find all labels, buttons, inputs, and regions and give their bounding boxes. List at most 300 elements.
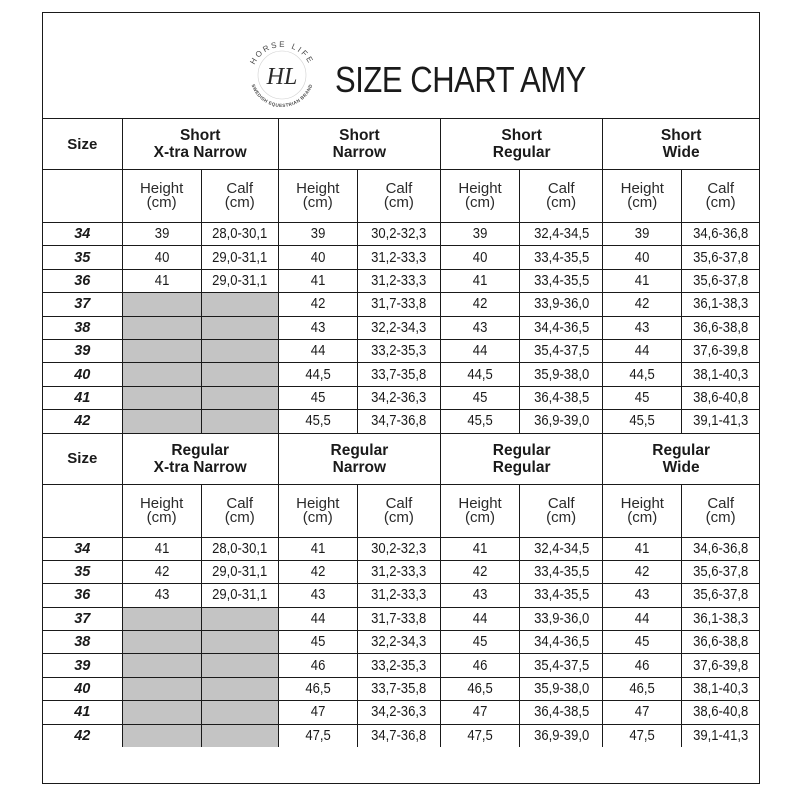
cell-text: 37,6-39,8: [693, 657, 749, 674]
height-value: [278, 537, 357, 560]
unit-label: (cm): [224, 508, 255, 526]
cell-text: 33,2-35,3: [371, 657, 427, 674]
cell-text: 45,5: [305, 413, 331, 430]
height-value: [122, 223, 201, 246]
cell-text: 43: [635, 319, 650, 336]
table-row: [43, 724, 759, 747]
cell-text: 43: [472, 319, 488, 336]
cell-text: 28,0-30,1: [212, 540, 268, 557]
calf-value: [357, 316, 440, 339]
cell-text: 37,6-39,8: [693, 343, 749, 360]
cell-text: 34,6-36,8: [693, 226, 749, 243]
height-value: [603, 701, 682, 724]
height-value: [441, 246, 520, 269]
unavailable-cell: [201, 339, 278, 362]
height-label: Height: [620, 180, 664, 197]
fit-group-line1: Regular: [652, 441, 710, 459]
cell-text: 47: [472, 704, 488, 721]
cell-text: 43: [310, 319, 326, 336]
cell-text: 44: [635, 343, 650, 360]
calf-label: Calf: [226, 494, 254, 512]
svg-text:HORSE LIFE: [248, 40, 316, 66]
height-value: [278, 654, 357, 677]
cell-text: 33,4-35,5: [533, 564, 589, 581]
fit-group-header: [278, 434, 440, 485]
cell-text: 42: [310, 564, 326, 581]
height-value: [122, 537, 201, 560]
cell-text: 42: [154, 564, 169, 581]
height-value: [603, 363, 682, 386]
height-value: [441, 223, 520, 246]
height-value: [603, 339, 682, 362]
cell-text: 42: [310, 296, 326, 313]
height-value: [603, 316, 682, 339]
calf-value: [201, 269, 278, 292]
height-column-header: [441, 484, 520, 537]
cell-text: 41: [310, 540, 326, 557]
cell-text: 33,4-35,5: [533, 587, 589, 604]
cell-text: 30,2-32,3: [371, 540, 427, 557]
unavailable-cell: [122, 631, 201, 654]
size-value: 36: [43, 584, 122, 607]
unit-label: (cm): [705, 508, 736, 526]
height-value: [441, 654, 520, 677]
size-value: 42: [43, 724, 122, 747]
height-value: [603, 584, 682, 607]
size-table-regular: [43, 434, 759, 748]
unavailable-cell: [122, 607, 201, 630]
cell-text: 43: [472, 587, 488, 604]
height-value: [278, 584, 357, 607]
size-value: 35: [43, 246, 122, 269]
logo-monogram: HL: [266, 64, 298, 90]
size-table-short: [43, 119, 759, 434]
height-column-header: [441, 170, 520, 223]
cell-text: 34,2-36,3: [371, 389, 427, 406]
cell-text: 44,5: [305, 366, 331, 383]
group-header-row: [43, 434, 759, 485]
size-value: 42: [43, 410, 122, 433]
cell-text: 41: [472, 540, 488, 557]
calf-value: [357, 339, 440, 362]
cell-text: 44,5: [629, 366, 655, 383]
table-row: [43, 246, 759, 269]
calf-value: [682, 654, 759, 677]
calf-value: [357, 537, 440, 560]
cell-text: 40: [154, 249, 169, 266]
calf-value: [682, 584, 759, 607]
calf-value: [520, 631, 603, 654]
calf-value: [357, 584, 440, 607]
cell-text: 45: [310, 634, 326, 651]
size-value: 40: [43, 677, 122, 700]
calf-value: [520, 293, 603, 316]
calf-label: Calf: [226, 180, 254, 197]
cell-text: 33,4-35,5: [533, 249, 589, 266]
height-value: [441, 607, 520, 630]
unit-label: (cm): [705, 194, 736, 211]
cell-text: 36,6-38,8: [693, 319, 749, 336]
calf-label: Calf: [707, 494, 735, 512]
height-label: Height: [296, 180, 340, 197]
logo-ring-bottom: SWEDISH EQUESTRIAN BRAND: [250, 83, 314, 109]
unavailable-cell: [201, 607, 278, 630]
fit-group-header: [441, 434, 603, 485]
calf-value: [520, 724, 603, 747]
cell-text: 41: [154, 540, 169, 557]
calf-value: [357, 560, 440, 583]
unavailable-cell: [201, 363, 278, 386]
height-column-header: [603, 170, 682, 223]
calf-value: [357, 677, 440, 700]
table-row: [43, 223, 759, 246]
calf-value: [357, 293, 440, 316]
cell-text: 31,7-33,8: [371, 610, 427, 627]
unavailable-cell: [122, 316, 201, 339]
height-column-header: [278, 170, 357, 223]
height-value: [278, 724, 357, 747]
height-column-header: [122, 170, 201, 223]
calf-value: [682, 223, 759, 246]
calf-value: [520, 654, 603, 677]
calf-value: [357, 363, 440, 386]
unit-label: (cm): [302, 194, 333, 211]
fit-group-line1: Regular: [171, 441, 230, 459]
height-value: [441, 386, 520, 409]
cell-text: 35,6-37,8: [693, 564, 749, 581]
calf-column-header: [201, 170, 278, 223]
calf-value: [682, 339, 759, 362]
size-chart: [42, 12, 760, 784]
cell-text: 34,6-36,8: [693, 540, 749, 557]
cell-text: 43: [154, 587, 169, 604]
height-value: [603, 269, 682, 292]
calf-value: [520, 701, 603, 724]
calf-value: [520, 607, 603, 630]
cell-text: 46: [635, 657, 650, 674]
cell-text: 45: [472, 389, 488, 406]
calf-value: [357, 410, 440, 433]
fit-group-line1: Regular: [330, 441, 389, 459]
calf-value: [357, 607, 440, 630]
height-column-header: [603, 484, 682, 537]
height-value: [603, 654, 682, 677]
size-value: 39: [43, 654, 122, 677]
table-row: [43, 339, 759, 362]
calf-value: [682, 363, 759, 386]
calf-column-header: [201, 484, 278, 537]
cell-text: 47,5: [305, 727, 331, 744]
unavailable-cell: [122, 724, 201, 747]
height-value: [603, 724, 682, 747]
height-value: [278, 246, 357, 269]
calf-column-header: [682, 484, 759, 537]
table-row: [43, 584, 759, 607]
cell-text: 33,9-36,0: [533, 296, 589, 313]
cell-text: 45: [310, 389, 326, 406]
height-value: [278, 631, 357, 654]
empty-cell: [43, 170, 122, 223]
height-value: [278, 316, 357, 339]
cell-text: 29,0-31,1: [212, 564, 268, 581]
cell-text: 42: [635, 296, 650, 313]
calf-column-header: [520, 484, 603, 537]
cell-text: 35,9-38,0: [533, 681, 589, 698]
calf-value: [357, 386, 440, 409]
calf-value: [357, 223, 440, 246]
cell-text: 31,2-33,3: [371, 249, 427, 266]
height-value: [441, 316, 520, 339]
cell-text: 39,1-41,3: [693, 413, 749, 430]
calf-value: [520, 560, 603, 583]
fit-group-line2: Wide: [662, 458, 700, 476]
cell-text: 31,2-33,3: [371, 272, 427, 289]
height-value: [122, 560, 201, 583]
table-row: [43, 607, 759, 630]
cell-text: 44: [635, 610, 650, 627]
size-value: 38: [43, 631, 122, 654]
cell-text: 46,5: [467, 681, 493, 698]
height-value: [278, 363, 357, 386]
cell-text: 47: [310, 704, 326, 721]
table-row: [43, 654, 759, 677]
calf-value: [201, 560, 278, 583]
calf-value: [201, 584, 278, 607]
cell-text: 44,5: [467, 366, 493, 383]
cell-text: 40: [635, 249, 650, 266]
calf-value: [682, 607, 759, 630]
height-value: [278, 223, 357, 246]
brand-logo: [239, 31, 325, 117]
cell-text: 42: [635, 564, 650, 581]
fit-group-header: [441, 119, 603, 170]
cell-text: 44: [472, 610, 488, 627]
height-label: Height: [458, 494, 502, 512]
cell-text: 31,2-33,3: [371, 587, 427, 604]
unavailable-cell: [122, 386, 201, 409]
size-value: 35: [43, 560, 122, 583]
cell-text: 31,7-33,8: [371, 296, 427, 313]
calf-value: [520, 363, 603, 386]
calf-column-header: [682, 170, 759, 223]
unit-label: (cm): [546, 194, 577, 211]
calf-value: [357, 724, 440, 747]
cell-text: 42: [472, 296, 488, 313]
height-value: [441, 677, 520, 700]
cell-text: 33,9-36,0: [533, 610, 589, 627]
fit-group-header: [122, 434, 278, 485]
calf-value: [520, 269, 603, 292]
calf-value: [520, 537, 603, 560]
height-value: [603, 223, 682, 246]
cell-text: 41: [635, 540, 650, 557]
unavailable-cell: [201, 410, 278, 433]
cell-text: 33,7-35,8: [371, 681, 427, 698]
height-value: [122, 584, 201, 607]
unavailable-cell: [201, 701, 278, 724]
cell-text: 38,6-40,8: [693, 389, 749, 406]
fit-group-line1: Short: [179, 127, 221, 144]
table-row: [43, 537, 759, 560]
cell-text: 35,9-38,0: [533, 366, 589, 383]
calf-value: [682, 386, 759, 409]
unavailable-cell: [122, 410, 201, 433]
size-value: 34: [43, 223, 122, 246]
unavailable-cell: [122, 701, 201, 724]
calf-value: [682, 724, 759, 747]
calf-value: [520, 386, 603, 409]
fit-group-line1: Regular: [492, 441, 551, 459]
size-value: 34: [43, 537, 122, 560]
height-value: [441, 410, 520, 433]
calf-value: [682, 631, 759, 654]
cell-text: 45,5: [467, 413, 493, 430]
height-value: [278, 701, 357, 724]
calf-value: [682, 246, 759, 269]
height-value: [441, 584, 520, 607]
height-value: [441, 363, 520, 386]
unavailable-cell: [122, 677, 201, 700]
fit-group-header: [603, 119, 759, 170]
size-value: 36: [43, 269, 122, 292]
calf-label: Calf: [547, 180, 575, 197]
cell-text: 33,4-35,5: [533, 272, 589, 289]
cell-text: 36,6-38,8: [693, 634, 749, 651]
height-value: [603, 386, 682, 409]
calf-column-header: [357, 484, 440, 537]
size-value: 41: [43, 701, 122, 724]
fit-group-line2: Regular: [492, 458, 551, 476]
cell-text: 30,2-32,3: [371, 226, 427, 243]
unavailable-cell: [201, 677, 278, 700]
fit-group-header: [278, 119, 440, 170]
cell-text: 47,5: [467, 727, 493, 744]
fit-group-line2: X-tra Narrow: [153, 144, 247, 161]
calf-column-header: [357, 170, 440, 223]
unavailable-cell: [201, 724, 278, 747]
table-row: [43, 269, 759, 292]
cell-text: 35,6-37,8: [693, 587, 749, 604]
unit-label: (cm): [465, 508, 496, 526]
height-value: [278, 410, 357, 433]
height-value: [122, 246, 201, 269]
unavailable-cell: [201, 293, 278, 316]
height-value: [603, 560, 682, 583]
calf-value: [201, 537, 278, 560]
calf-value: [520, 584, 603, 607]
calf-value: [520, 246, 603, 269]
unit-label: (cm): [224, 194, 255, 211]
unavailable-cell: [201, 386, 278, 409]
height-value: [122, 269, 201, 292]
height-column-header: [122, 484, 201, 537]
empty-cell: [43, 484, 122, 537]
calf-label: Calf: [385, 180, 413, 197]
group-header-row: [43, 119, 759, 170]
cell-text: 29,0-31,1: [212, 249, 268, 266]
cell-text: 45,5: [629, 413, 655, 430]
unit-label: (cm): [383, 194, 414, 211]
height-value: [603, 677, 682, 700]
calf-value: [520, 316, 603, 339]
cell-text: 43: [635, 587, 650, 604]
fit-group-line2: Narrow: [332, 458, 387, 476]
calf-value: [682, 269, 759, 292]
cell-text: 42: [472, 564, 488, 581]
height-value: [603, 537, 682, 560]
height-value: [603, 410, 682, 433]
unavailable-cell: [122, 363, 201, 386]
cell-text: 39,1-41,3: [693, 727, 749, 744]
cell-text: 40: [310, 249, 326, 266]
cell-text: 28,0-30,1: [212, 226, 268, 243]
table-row: [43, 701, 759, 724]
cell-text: 35,4-37,5: [533, 657, 589, 674]
cell-text: 34,2-36,3: [371, 704, 427, 721]
unit-label: (cm): [627, 508, 658, 526]
fit-group-line2: Regular: [492, 144, 551, 161]
measure-header-row: [43, 170, 759, 223]
cell-text: 34,4-36,5: [533, 634, 589, 651]
cell-text: 32,2-34,3: [371, 319, 427, 336]
unit-label: (cm): [465, 194, 496, 211]
cell-text: 40: [472, 249, 488, 266]
unavailable-cell: [201, 654, 278, 677]
cell-text: 34,7-36,8: [371, 727, 427, 744]
calf-value: [520, 339, 603, 362]
height-value: [441, 537, 520, 560]
calf-value: [682, 560, 759, 583]
height-label: Height: [139, 180, 184, 197]
calf-value: [520, 223, 603, 246]
size-value: 37: [43, 293, 122, 316]
table-row: [43, 677, 759, 700]
calf-value: [357, 246, 440, 269]
cell-text: 31,2-33,3: [371, 564, 427, 581]
cell-text: 46,5: [305, 681, 331, 698]
calf-column-header: [520, 170, 603, 223]
height-value: [603, 607, 682, 630]
cell-text: 41: [635, 272, 650, 289]
cell-text: 33,2-35,3: [371, 343, 427, 360]
height-value: [441, 631, 520, 654]
fit-group-line1: Short: [660, 127, 702, 144]
cell-text: 44: [472, 343, 488, 360]
unit-label: (cm): [627, 194, 658, 211]
cell-text: 34,7-36,8: [371, 413, 427, 430]
height-value: [278, 560, 357, 583]
cell-text: 39: [310, 226, 326, 243]
height-value: [603, 631, 682, 654]
size-value: 38: [43, 316, 122, 339]
cell-text: 45: [635, 389, 650, 406]
height-value: [441, 560, 520, 583]
height-value: [278, 386, 357, 409]
table-row: [43, 410, 759, 433]
table-row: [43, 293, 759, 316]
unavailable-cell: [201, 631, 278, 654]
calf-value: [682, 293, 759, 316]
cell-text: 36,9-39,0: [533, 727, 589, 744]
calf-label: Calf: [547, 494, 575, 512]
height-column-header: [278, 484, 357, 537]
cell-text: 32,4-34,5: [533, 540, 589, 557]
fit-group-line1: Short: [339, 127, 380, 144]
height-value: [441, 269, 520, 292]
calf-value: [357, 654, 440, 677]
cell-text: 29,0-31,1: [212, 272, 268, 289]
cell-text: 38,1-40,3: [693, 366, 749, 383]
